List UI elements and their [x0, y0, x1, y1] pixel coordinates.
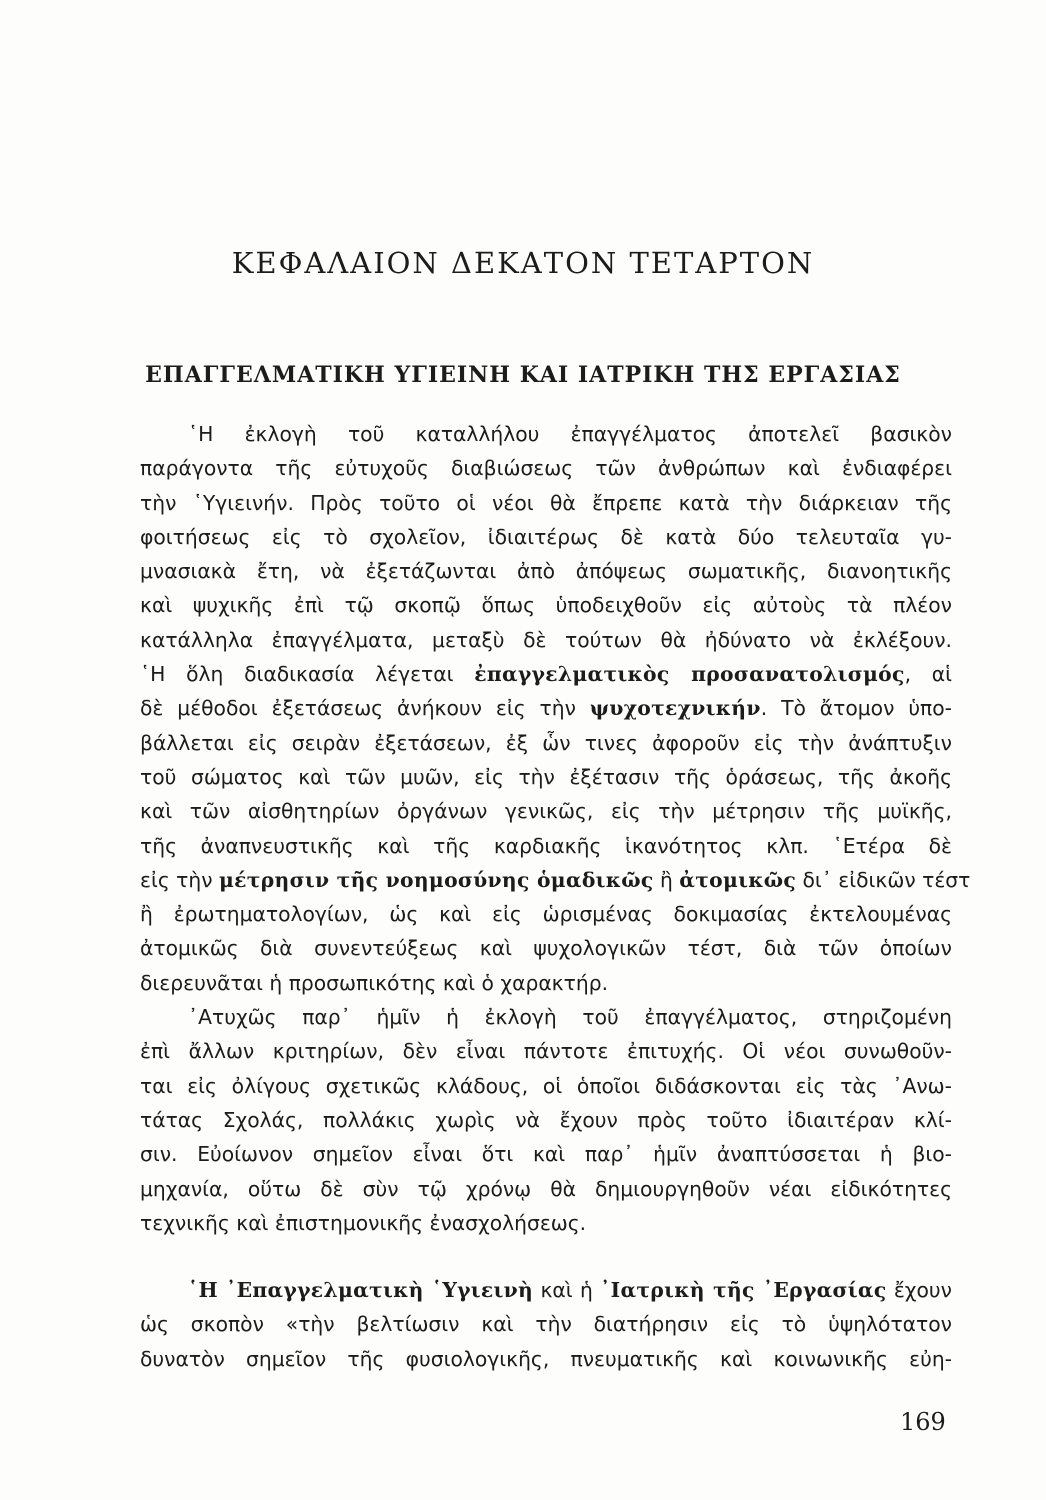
text-run: ἢ — [653, 867, 680, 892]
text-line — [92, 691, 952, 725]
term-psychotechnics: ψυχοτεχνικήν — [589, 696, 761, 721]
text-line: δυνατὸν σημεῖον τῆς φυσιολογικῆς, πνευματικῆς καὶ κοινωνικῆς εὐη- — [140, 1346, 952, 1371]
text-run: ῾Η ὅλη διαδικασία λέγεται — [140, 662, 475, 687]
text-line: τὴν ῾Υγιεινήν. Πρὸς τοῦτο οἱ νέοι θὰ ἔπρεπε κατὰ τὴν διάρκειαν τῆς — [140, 490, 952, 515]
paragraph-career-choice — [92, 417, 971, 1000]
paragraph-unfortunately — [92, 1000, 952, 1240]
text-line: σιν. Εὐοίωνον σημεῖον εἶναι ὅτι καὶ παρ᾽ ἡμῖν ἀναπτύσσεται ἡ βιο- — [140, 1142, 952, 1167]
term-occupational-medicine: ᾿Ιατρικὴ τῆς ᾿Εργασίας — [600, 1278, 887, 1303]
text-line: καὶ τῶν αἰσθητηρίων ὀργάνων γενικῶς, εἰς τὴν μέτρησιν τῆς μυϊκῆς, — [140, 799, 952, 824]
page-number: 169 — [900, 1408, 946, 1436]
text-line: ἐπὶ ἄλλων κριτηρίων, δὲν εἶναι πάντοτε ἐπιτυχής. Οἱ νέοι συνωθοῦν- — [140, 1039, 952, 1064]
chapter-title: ΚΕΦΑΛΑΙΟΝ ΔΕΚΑΤΟΝ ΤΕΤΑΡΤΟΝ — [231, 246, 815, 280]
text-line: ὡς σκοπὸν «τὴν βελτίωσιν καὶ τὴν διατήρησιν εἰς τὸ ὑψηλότατον — [140, 1312, 952, 1337]
text-line: μνασιακὰ ἔτη, νὰ ἐξετάζωνται ἀπὸ ἀπόψεως σωματικῆς, διανοητικῆς — [140, 559, 952, 584]
text-line: παράγοντα τῆς εὐτυχοῦς διαβιώσεως τῶν ἀνθρώπων καὶ ἐνδιαφέρει — [140, 456, 952, 481]
text-run: . Τὸ ἄτομον ὑπο- — [760, 696, 952, 721]
text-line: κατάλληλα ἐπαγγέλματα, μεταξὺ δὲ τούτων θὰ ἠδύνατο νὰ ἐκλέξουν. — [140, 627, 952, 652]
text-line: φοιτήσεως εἰς τὸ σχολεῖον, ἰδιαιτέρως δὲ κατὰ δύο τελευταῖα γυ- — [140, 524, 952, 549]
section-title: ΕΠΑΓΓΕΛΜΑΤΙΚΗ ΥΓΙΕΙΝΗ ΚΑΙ ΙΑΤΡΙΚΗ ΤΗΣ ΕΡΓΑΣΙΑΣ — [145, 362, 901, 388]
text-line — [92, 1273, 952, 1307]
text-line: τῆς ἀναπνευστικῆς καὶ τῆς καρδιακῆς ἱκανότητος κλπ. ῾Ετέρα δὲ — [140, 833, 952, 858]
text-line: διερευνᾶται ἡ προσωπικότης καὶ ὁ χαρακτήρ. — [140, 970, 609, 995]
text-line: ῾Η ἐκλογὴ τοῦ καταλλήλου ἐπαγγέλματος ἀποτελεῖ βασικὸν — [188, 422, 952, 446]
text-line: βάλλεται εἰς σειρὰν ἐξετάσεων, ἐξ ὧν τινες ἀφοροῦν εἰς τὴν ἀνάπτυξιν — [140, 730, 952, 755]
body-text — [92, 417, 971, 1376]
text-line: ἀτομικῶς διὰ συνεντεύξεως καὶ ψυχολογικῶν τέστ, διὰ τῶν ὁποίων — [140, 936, 952, 961]
text-line: καὶ ψυχικῆς ἐπὶ τῷ σκοπῷ ὅπως ὑποδειχθοῦν εἰς αὐτοὺς τὰ πλέον — [140, 593, 952, 618]
text-line: ᾿Ατυχῶς παρ᾽ ἡμῖν ἡ ἐκλογὴ τοῦ ἐπαγγέλματος, στηριζομένη — [188, 1005, 952, 1030]
text-run: εἰς τὴν — [140, 867, 220, 892]
term-intelligence-measurement: μέτρησιν τῆς νοημοσύνης ὁμαδικῶς — [219, 867, 654, 892]
text-line — [92, 863, 971, 897]
text-run: δι᾽ εἰδικῶν τέστ — [796, 867, 971, 892]
term-individually: ἀτομικῶς — [679, 867, 796, 892]
text-line — [92, 657, 952, 691]
term-vocational-guidance: ἐπαγγελματικὸς προσανατολισμός — [474, 662, 905, 687]
text-line: τεχνικῆς καὶ ἐπιστημονικῆς ἐνασχολήσεως. — [140, 1210, 587, 1235]
paragraph-occupational-hygiene — [92, 1273, 952, 1376]
text-run: καὶ ἡ — [533, 1278, 601, 1303]
text-line: μηχανία, οὕτω δὲ σὺν τῷ χρόνῳ θὰ δημιουργηθοῦν νέαι εἰδικότητες — [140, 1176, 952, 1201]
text-run: ἔχουν — [886, 1278, 952, 1303]
text-line: ἢ ἐρωτηματολογίων, ὡς καὶ εἰς ὡρισμένας δοκιμασίας ἐκτελουμένας — [140, 902, 952, 927]
text-line: τοῦ σώματος καὶ τῶν μυῶν, εἰς τὴν ἐξέτασιν τῆς ὁράσεως, τῆς ἀκοῆς — [140, 764, 952, 789]
text-run: , αἱ — [904, 662, 952, 687]
text-line: τάτας Σχολάς, πολλάκις χωρὶς νὰ ἔχουν πρὸς τοῦτο ἰδιαιτέραν κλί- — [140, 1107, 952, 1132]
term-occupational-hygiene: ῾Η ᾿Επαγγελματικὴ ῾Υγιεινὴ — [188, 1278, 534, 1303]
text-run: δὲ μέθοδοι ἐξετάσεως ἀνήκουν εἰς τὴν — [140, 696, 590, 721]
text-line: ται εἰς ὀλίγους σχετικῶς κλάδους, οἱ ὁποῖοι διδάσκονται εἰς τὰς ᾿Ανω- — [140, 1073, 952, 1098]
